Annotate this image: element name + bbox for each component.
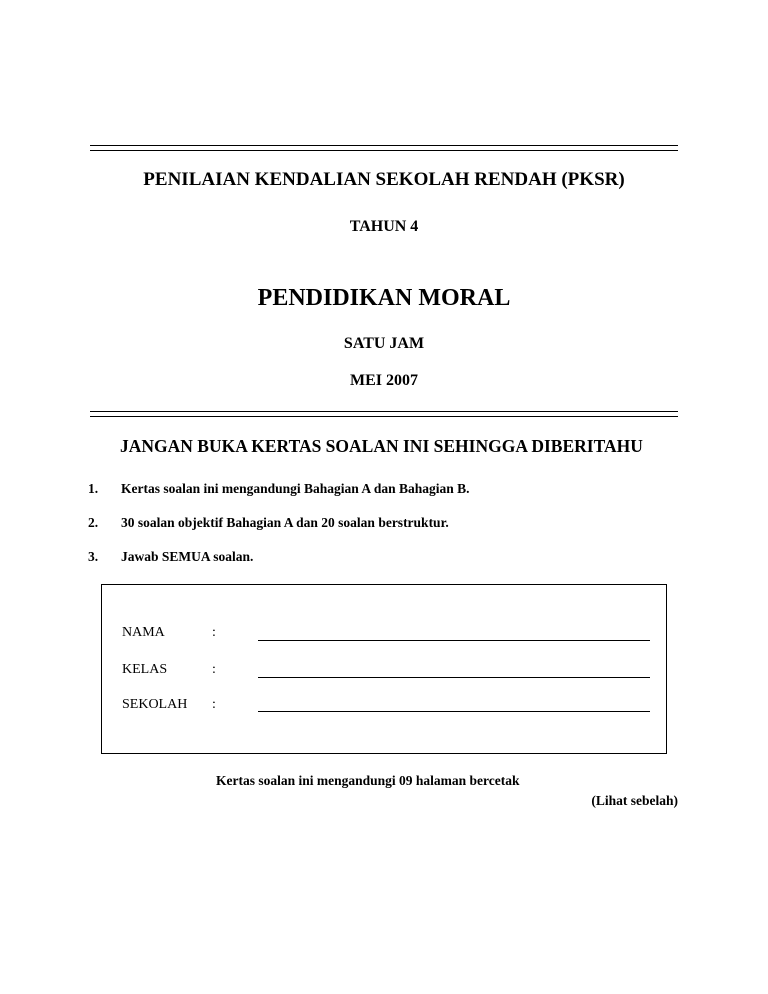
class-label: KELAS: [122, 662, 168, 677]
school-colon: :: [212, 697, 216, 712]
instruction-text: 30 soalan objektif Bahagian A dan 20 soalan berstruktur.: [121, 515, 449, 530]
top-double-rule: [90, 145, 678, 151]
exam-year: TAHUN 4: [349, 218, 419, 235]
class-colon: :: [212, 662, 216, 677]
warning-notice: JANGAN BUKA KERTAS SOALAN INI SEHINGGA DIBERITAHU: [120, 436, 643, 456]
exam-date: MEI 2007: [350, 372, 418, 389]
school-label: SEKOLAH: [122, 697, 188, 712]
instruction-number: 1.: [88, 481, 99, 496]
instruction-text: Kertas soalan ini mengandungi Bahagian A dan Bahagian B.: [121, 481, 470, 496]
bottom-double-rule: [90, 411, 678, 417]
page-count-note: Kertas soalan ini mengandungi 09 halaman bercetak: [216, 773, 520, 788]
name-field[interactable]: [258, 640, 650, 641]
name-label: NAMA: [122, 625, 165, 640]
exam-duration: SATU JAM: [343, 335, 425, 352]
instruction-number: 2.: [88, 515, 99, 530]
exam-title: PENILAIAN KENDALIAN SEKOLAH RENDAH (PKSR): [143, 169, 625, 190]
student-info-box: [101, 584, 667, 754]
turn-over-note: (Lihat sebelah): [591, 793, 678, 808]
school-field[interactable]: [258, 711, 650, 712]
instruction-number: 3.: [88, 549, 99, 564]
class-field[interactable]: [258, 677, 650, 678]
exam-subject: PENDIDIKAN MORAL: [257, 285, 511, 311]
instruction-text: Jawab SEMUA soalan.: [121, 549, 254, 564]
name-colon: :: [212, 625, 216, 640]
